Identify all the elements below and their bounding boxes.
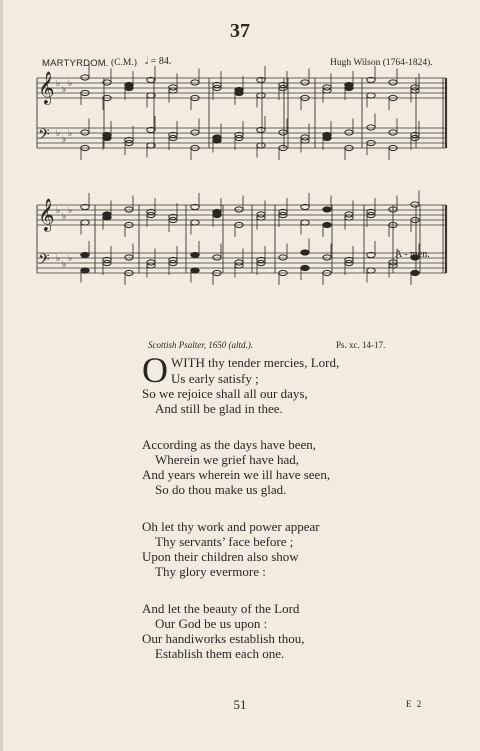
note-head (213, 138, 221, 143)
verse-4-line-3: Our handiworks establish thou, (142, 631, 305, 646)
scripture-reference: Ps. xc. 14-17. (336, 340, 386, 350)
flat-sign: ♭ (68, 253, 73, 263)
verse-4-line-4: Establish them each one. (155, 646, 285, 661)
composer-credit: Hugh Wilson (1764-1824). (330, 58, 433, 68)
note-head (301, 80, 309, 85)
verse-2-line-3: And years wherein we ill have seen, (142, 467, 331, 482)
verse-1-line-1: WITH thy tender mercies, Lord, (171, 355, 340, 370)
note-head (411, 270, 419, 275)
signature-mark: E 2 (406, 699, 423, 709)
staff-lines (37, 78, 446, 273)
note-head (81, 75, 89, 80)
flat-sign: ♭ (56, 128, 61, 138)
note-head (389, 80, 397, 85)
note-head (323, 135, 331, 140)
flat-sign: ♭ (68, 205, 73, 215)
note-head (257, 143, 265, 148)
music-notes (81, 64, 419, 286)
verse-3-line-4: Thy glory evermore : (155, 564, 266, 579)
flat-sign: ♭ (68, 128, 73, 138)
treble-clef: 𝄞 (38, 71, 55, 104)
flat-sign: ♭ (62, 211, 67, 221)
verse-2-line-4: So do thou make us glad. (155, 482, 287, 497)
note-head (81, 268, 89, 273)
tune-meter: (C.M.) (111, 58, 137, 68)
tune-name: MARTYRDOM. (42, 58, 109, 69)
note-head (301, 220, 309, 225)
verse-3-line-1: Oh let thy work and power appear (142, 519, 320, 534)
note-head (345, 85, 353, 90)
note-head (389, 130, 397, 135)
flat-sign: ♭ (68, 78, 73, 88)
note-head (213, 212, 221, 217)
note-head (323, 222, 331, 227)
verse-3-line-3: Upon their children also show (142, 549, 299, 564)
note-head (257, 93, 265, 98)
clefs (38, 71, 72, 272)
tempo-marking: 𝅗𝅥 = 84. (145, 56, 172, 67)
bass-clef: 𝄢 (38, 251, 50, 272)
verse-3-line-2: Thy servants’ face before ; (155, 534, 294, 549)
verse-1-line-4: And still be glad in thee. (155, 401, 283, 416)
note-head (323, 255, 331, 260)
flat-sign: ♭ (62, 134, 67, 144)
note-head (213, 255, 221, 260)
note-head (191, 252, 199, 257)
verse-1-line-2: Us early satisfy ; (171, 371, 259, 386)
note-head (301, 265, 309, 270)
page-number: 37 (230, 20, 250, 42)
verse-4-line-1: And let the beauty of the Lord (142, 601, 300, 616)
note-head (103, 135, 111, 140)
text-source: Scottish Psalter, 1650 (altd.). (148, 340, 253, 350)
treble-clef: 𝄞 (38, 198, 55, 231)
bass-clef: 𝄢 (38, 126, 50, 147)
note-head (125, 207, 133, 212)
note-head (367, 268, 375, 273)
note-head (235, 207, 243, 212)
note-head (81, 130, 89, 135)
note-head (125, 85, 133, 90)
note-head (81, 220, 89, 225)
drop-cap: O (142, 350, 168, 390)
note-head (81, 252, 89, 257)
note-head (191, 80, 199, 85)
bar-lines (37, 78, 446, 273)
note-head (323, 207, 331, 212)
note-head (279, 255, 287, 260)
flat-sign: ♭ (62, 259, 67, 269)
flat-sign: ♭ (56, 253, 61, 263)
note-head (125, 255, 133, 260)
note-head (191, 220, 199, 225)
note-head (191, 268, 199, 273)
flat-sign: ♭ (56, 205, 61, 215)
folio-number: 51 (233, 697, 247, 712)
flat-sign: ♭ (56, 78, 61, 88)
note-head (103, 215, 111, 220)
note-head (301, 250, 309, 255)
note-head (191, 130, 199, 135)
note-head (235, 90, 243, 95)
verse-2-line-1: According as the days have been, (142, 437, 316, 452)
note-head (411, 202, 419, 207)
verse-4-line-2: Our God be us upon : (155, 616, 268, 631)
note-head (279, 130, 287, 135)
note-head (367, 93, 375, 98)
flat-sign: ♭ (62, 84, 67, 94)
amen-lyric: A - men. (395, 249, 430, 260)
verse-1-line-3: So we rejoice shall all our days, (142, 386, 308, 401)
note-head (367, 125, 375, 130)
note-head (345, 130, 353, 135)
verse-2-line-2: Wherein we grief have had, (155, 452, 300, 467)
